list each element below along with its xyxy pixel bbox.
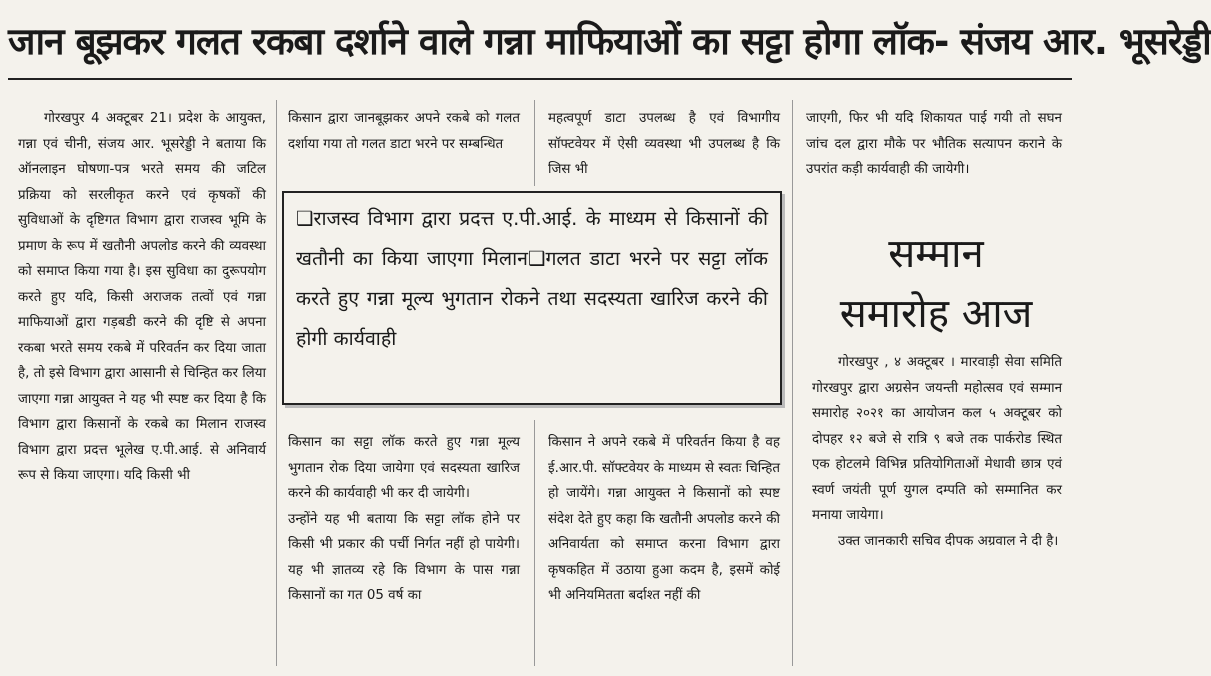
headline-rule (8, 78, 1072, 80)
column-2-top (288, 106, 520, 186)
sub-story-title (800, 224, 1072, 344)
col2-bottom-paragraph-2: उन्होंने यह भी बताया कि सट्टा लॉक होने पर किसी भी प्रकार की पर्ची निर्गत नहीं हो पायेगी। यह भी ज्ञातव्य रहे कि विभाग के पास गन्ना किसानों का गत 05 वर्ष का (288, 511, 520, 603)
sub-story-body (812, 350, 1062, 666)
col3-top-paragraph: महत्वपूर्ण डाटा उपलब्ध है एवं विभागीय सॉफ्टवेयर में ऐसी व्यवस्था भी उपलब्ध है कि जिस भी (548, 111, 780, 177)
highlight-box (282, 191, 782, 405)
column-divider (534, 420, 535, 666)
column-1 (18, 106, 266, 666)
column-divider (534, 100, 535, 186)
highlight-text: ❑राजस्व विभाग द्वारा प्रदत्त ए.पी.आई. के माध्यम से किसानों की खतौनी का किया जाएगा मिलान❑गलत डाटा भरने पर सट्टा लॉक करते हुए गन्ना मूल्य भुगतान रोकने तथा सदस्यता खारिज करने की होगी कार्यवाही (296, 207, 768, 350)
column-3-bottom (548, 430, 780, 666)
sub-story-paragraph-2: उक्त जानकारी सचिव दीपक अग्रवाल ने दी है। (838, 533, 1059, 549)
col3-bottom-paragraph: किसान ने अपने रकबे में परिवर्तन किया है वह ई.आर.पी. सॉफ्टवेयर के माध्यम से स्वतः चिन्हित हो जायेंगे। गन्ना आयुक्त ने किसानों को स्पष्ट संदेश देते हुए कहा कि खतौनी अपलोड करने की अनिवार्यता को समाप्त करना विभाग द्वारा कृषकहित में उठाया हुआ कदम है, इसमें कोई भी अनियमितता बर्दाश्त नहीं की (548, 435, 780, 603)
column-2-bottom (288, 430, 520, 666)
col2-top-paragraph: किसान द्वारा जानबूझकर अपने रकबे को गलत दर्शाया गया तो गलत डाटा भरने पर सम्बन्धित (288, 111, 520, 152)
col1-paragraph: गोरखपुर 4 अक्टूबर 21। प्रदेश के आयुक्त, गन्ना एवं चीनी, संजय आर. भूसरेड्डी ने बताया कि ऑनलाइन घोषणा-पत्र भरते समय की जटिल प्रक्रिया को सरलीकृत करने एवं कृषकों की सुविधाओं के दृष्टिगत विभाग द्वारा राजस्व भूमि के प्रमाण के रूप में खतौनी अपलोड करने की व्यवस्था को समाप्त किया गया है। इस सुविधा का दुरूपयोग करते हुए यदि, किसी अराजक तत्वों एवं गन्ना माफियाओं द्वारा गड़बडी करने की दृष्टि से अपना रकबा भरते समय रकबे में परिवर्तन कर दिया जाता है, तो इसे विभाग द्वारा आसानी से चिन्हित कर लिया जाएगा गन्ना आयुक्त ने यह भी स्पष्ट कर दिया है कि विभाग द्वारा किसानों के रकबे का मिलान राजस्व विभाग द्वारा प्रदत्त भूलेख ए.पी.आई. से अनिवार्य रूप से किया जाएगा। यदि किसी भी (18, 111, 266, 483)
column-3-top (548, 106, 780, 186)
sub-story-title-line-2: समारोह आज (839, 291, 1033, 337)
col4-top-paragraph: जाएगी, फिर भी यदि शिकायत पाई गयी तो सघन जांच दल द्वारा मौके पर भौतिक सत्यापन कराने के उपरांत कड़ी कार्यवाही की जायेगी। (806, 111, 1062, 177)
sub-story-title-line-1: सम्मान (888, 231, 984, 277)
sub-story-paragraph-1: गोरखपुर , ४ अक्टूबर । मारवाड़ी सेवा समिति गोरखपुर द्वारा अग्रसेन जयन्ती महोत्सव एवं सम्मान समारोह २०२१ का आयोजन कल ५ अक्टूबर को दोपहर १२ बजे से रात्रि ९ बजे तक पार्करोड स्थित एक होटलमे विभिन्न प्रतियोगिताओं मेधावी छात्र एवं स्वर्ण जयंती पूर्ण युगल दम्पति को सम्मानित कर मनाया जायेगा। (812, 355, 1062, 523)
column-4-top (806, 106, 1062, 216)
column-divider (276, 100, 277, 666)
col2-bottom-paragraph-1: किसान का सट्टा लॉक करते हुए गन्ना मूल्य भुगतान रोक दिया जायेगा एवं सदस्यता खारिज करने की कार्यवाही भी कर दी जायेगी। (288, 435, 520, 501)
headline: जान बूझकर गलत रकबा दर्शाने वाले गन्ना माफियाओं का सट्टा होगा लॉक- संजय आर. भूसरेड्डी (8, 20, 1211, 63)
column-divider (792, 100, 793, 666)
